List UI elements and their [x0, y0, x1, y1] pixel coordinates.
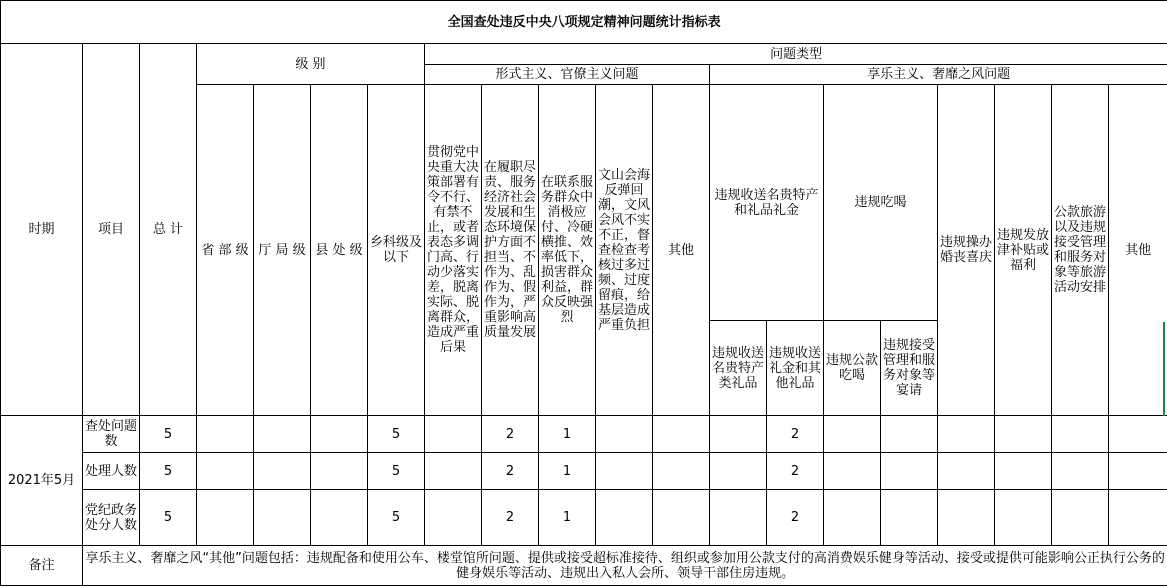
row-item: 处理人数	[83, 453, 140, 490]
row-formalism-2: 2	[482, 453, 539, 490]
period-cell: 2021年5月	[1, 416, 83, 546]
formalism-col-3: 在联系服务群众中消极应付、冷硬横推、效率低下，损害群众利益，群众反映强烈	[539, 85, 596, 416]
hedonism-col-other: 其他	[1109, 85, 1167, 416]
header-problem-type: 问题类型	[425, 44, 1167, 65]
eat-group: 违规吃喝	[824, 85, 938, 321]
eat-col-2: 违规接受管理和服务对象等宴请	[881, 321, 938, 416]
level-provincial: 省 部 级	[197, 85, 254, 416]
gift-group: 违规收送名贵特产和礼品礼金	[710, 85, 824, 321]
row-township: 5	[368, 490, 425, 546]
wedding-col: 违规操办婚丧喜庆	[938, 85, 995, 416]
level-county: 县 处 级	[311, 85, 368, 416]
note-text: 享乐主义、奢靡之风“其他”问题包括：违规配备和使用公车、楼堂馆所问题、提供或接受超标准接待、组织或参加用公款支付的高消费娱乐健身等活动、接受或提供可能影响公正执行公务的健身娱乐等活动、违规出入私人会所、领导干部住房违规。	[83, 546, 1167, 586]
travel-col: 公款旅游以及违规接受管理和服务对象等旅游活动安排	[1052, 85, 1109, 416]
level-departmental: 厅 局 级	[254, 85, 311, 416]
header-item: 项目	[83, 44, 140, 416]
table-row	[1, 416, 1167, 453]
row-total: 5	[140, 416, 197, 453]
table-row	[1, 490, 1167, 546]
formalism-col-2: 在履职尽责、服务经济社会发展和生态环境保护方面不担当、不作为、乱作为、假作为，严重影响高质量发展	[482, 85, 539, 416]
header-formalism-group: 形式主义、官僚主义问题	[425, 65, 710, 85]
formalism-col-4: 文山会海反弹回潮，文风会风不实不正，督查检查考核过多过频、过度留痕，给基层造成严重负担	[596, 85, 653, 416]
row-total: 5	[140, 453, 197, 490]
row-formalism-3: 1	[539, 453, 596, 490]
row-township: 5	[368, 416, 425, 453]
table-row	[1, 453, 1167, 490]
row-formalism-2: 2	[482, 490, 539, 546]
formalism-col-1: 贯彻党中央重大决策部署有令不行、有禁不止，或者表态多调门高、行动少落实差，脱离实际、脱离群众，造成严重后果	[425, 85, 482, 416]
gift-col-2: 违规收送礼金和其他礼品	[767, 321, 824, 416]
row-item: 查处问题数	[83, 416, 140, 453]
formalism-col-other: 其他	[653, 85, 710, 416]
subsidy-col: 违规发放津补贴或福利	[995, 85, 1052, 416]
header-total: 总 计	[140, 44, 197, 416]
selection-edge-marker	[1163, 322, 1165, 416]
level-township: 乡科级及以下	[368, 85, 425, 416]
row-gift-2: 2	[767, 490, 824, 546]
gift-col-1: 违规收送名贵特产类礼品	[710, 321, 767, 416]
row-item: 党纪政务处分人数	[83, 490, 140, 546]
table-title: 全国查处违反中央八项规定精神问题统计指标表	[1, 1, 1167, 44]
row-formalism-2: 2	[482, 416, 539, 453]
header-hedonism-group: 享乐主义、奢靡之风问题	[710, 65, 1167, 85]
row-formalism-3: 1	[539, 416, 596, 453]
row-gift-2: 2	[767, 453, 824, 490]
row-total: 5	[140, 490, 197, 546]
row-gift-2: 2	[767, 416, 824, 453]
eat-col-1: 违规公款吃喝	[824, 321, 881, 416]
note-label: 备注	[1, 546, 83, 586]
header-period: 时期	[1, 44, 83, 416]
row-formalism-3: 1	[539, 490, 596, 546]
header-level: 级 别	[197, 44, 425, 85]
row-township: 5	[368, 453, 425, 490]
